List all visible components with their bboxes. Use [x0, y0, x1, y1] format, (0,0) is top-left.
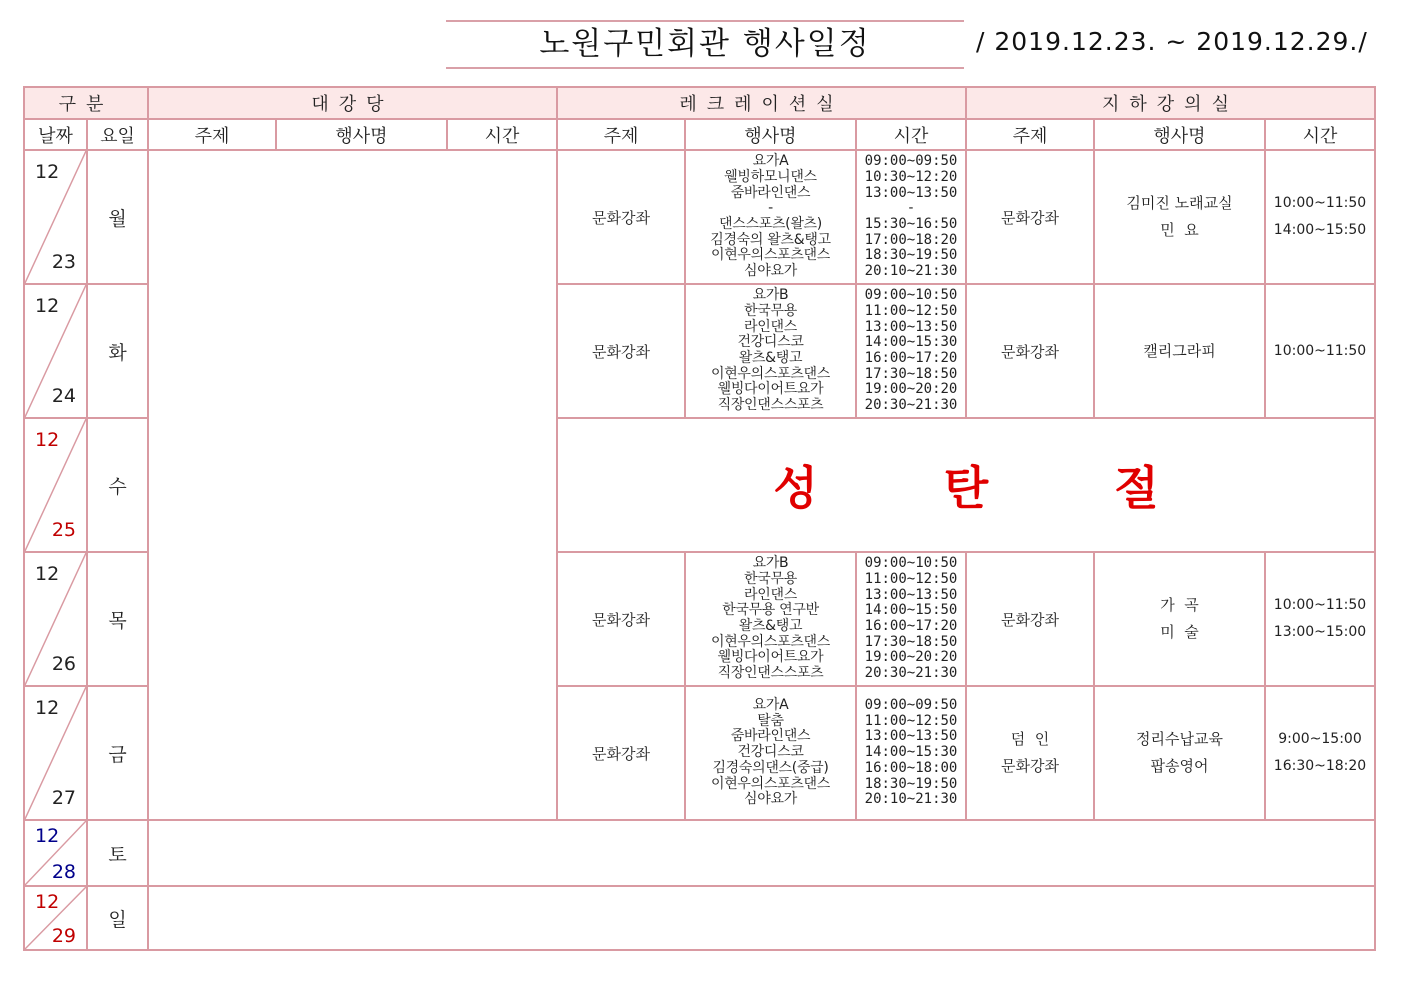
date-cell	[24, 418, 87, 552]
rec-events: 요가B 한국무용 라인댄스 한국무용 연구반 왈츠&탱고 이현우의스포츠댄스 웰빙다이어트요가 직장인댄스스포츠	[710, 555, 830, 682]
base-events-cell	[1094, 686, 1265, 820]
rec-events-cell	[685, 284, 856, 418]
holiday-cell	[557, 418, 1375, 552]
header-date: 날짜	[24, 119, 87, 150]
rec-events: 요가B 한국무용 라인댄스 건강디스코 왈츠&탱고 이현우의스포츠댄스 웰빙다이어트요가 직장인댄스스포츠	[710, 287, 830, 414]
page-title: 노원구민회관 행사일정	[539, 26, 871, 62]
weekday: 화	[87, 284, 148, 418]
header-recreation-room	[557, 87, 966, 119]
date-day: 27	[51, 787, 76, 809]
rec-events: 요가A 웰빙하모니댄스 줌바라인댄스 - 댄스스포츠(왈츠) 김경숙의 왈츠&탱고 이현우의스포츠댄스 심야요가	[710, 153, 831, 280]
title-box	[446, 20, 964, 69]
weekday: 일	[87, 886, 148, 950]
date-cell	[24, 886, 87, 950]
header-basement-label: 지하강의실	[1102, 94, 1239, 115]
rec-subject: 문화강좌	[557, 686, 685, 820]
base-subject: 덤 인 문화강좌	[1001, 730, 1059, 775]
rec-events: 요가A 탈춤 줌바라인댄스 건강디스코 김경숙의댄스(중급) 이현우의스포츠댄스 심야요가	[710, 697, 830, 808]
base-times-cell	[1265, 552, 1375, 686]
header-basement-room	[966, 87, 1375, 119]
base-events-cell	[1094, 552, 1265, 686]
weekend-empty	[148, 886, 1375, 950]
base-times: 10:00~11:50 14:00~15:50	[1273, 195, 1367, 238]
base-times-cell	[1265, 150, 1375, 284]
header-base-event: 행사명	[1094, 119, 1265, 150]
date-day: 23	[51, 251, 76, 273]
rec-events-cell	[685, 150, 856, 284]
base-times-cell	[1265, 284, 1375, 418]
base-events-cell	[1094, 150, 1265, 284]
rec-subject: 문화강좌	[557, 284, 685, 418]
weekday: 토	[87, 820, 148, 886]
date-day: 28	[51, 861, 76, 883]
date-month: 12	[35, 295, 60, 317]
base-times-cell	[1265, 686, 1375, 820]
header-auditorium-label: 대강당	[311, 94, 394, 115]
date-day: 29	[51, 925, 76, 947]
schedule-table	[23, 86, 1376, 951]
date-cell	[24, 552, 87, 686]
header-weekday: 요일	[87, 119, 148, 150]
header-aud-subject: 주제	[148, 119, 276, 150]
rec-times-cell	[856, 552, 966, 686]
header-base-time: 시간	[1265, 119, 1375, 150]
base-events: 정리수납교육 팝송영어	[1136, 730, 1223, 775]
base-events: 캘리그라피	[1143, 341, 1216, 360]
rec-events-cell	[685, 686, 856, 820]
base-subject: 문화강좌	[966, 150, 1094, 284]
base-events-cell	[1094, 284, 1265, 418]
date-cell	[24, 284, 87, 418]
holiday-label: 성 탄 절	[773, 461, 1159, 515]
header-recreation-label: 레크레이션실	[679, 94, 844, 115]
base-subject: 문화강좌	[966, 284, 1094, 418]
header-base-subject: 주제	[966, 119, 1094, 150]
rec-times-cell	[856, 686, 966, 820]
rec-times: 09:00~09:50 10:30~12:20 13:00~13:50 - 15:30~16:50 17:00~18:20 18:30~19:50 20:10~21:30	[864, 153, 958, 280]
rec-times: 09:00~10:50 11:00~12:50 13:00~13:50 14:00~15:30 16:00~17:20 17:30~18:50 19:00~20:20 20:30~21:30	[864, 287, 958, 414]
date-month: 12	[35, 825, 60, 847]
table-row	[24, 820, 1375, 886]
date-cell	[24, 820, 87, 886]
date-day: 25	[51, 519, 76, 541]
sub-header-row	[24, 119, 1375, 150]
header-aud-time: 시간	[447, 119, 557, 150]
date-month: 12	[35, 161, 60, 183]
date-month: 12	[35, 563, 60, 585]
header-rec-subject: 주제	[557, 119, 685, 150]
date-day: 26	[51, 653, 76, 675]
rec-events-cell	[685, 552, 856, 686]
rec-times-cell	[856, 284, 966, 418]
header-category: 구분	[24, 87, 148, 119]
rec-times: 09:00~10:50 11:00~12:50 13:00~13:50 14:00~15:50 16:00~17:20 17:30~18:50 19:00~20:20 20:30~21:30	[864, 555, 958, 682]
date-cell	[24, 150, 87, 284]
date-month: 12	[35, 891, 60, 913]
base-times: 10:00~11:50	[1273, 342, 1367, 359]
base-times: 10:00~11:50 13:00~15:00	[1273, 597, 1367, 640]
rec-subject: 문화강좌	[557, 552, 685, 686]
header-rec-time: 시간	[856, 119, 966, 150]
base-subject: 문화강좌	[966, 552, 1094, 686]
base-times: 9:00~15:00 16:30~18:20	[1273, 731, 1367, 774]
base-subject-cell	[966, 686, 1094, 820]
table-row	[24, 150, 1375, 284]
table-row	[24, 886, 1375, 950]
auditorium-empty	[148, 150, 557, 820]
base-events: 김미진 노래교실 민 요	[1126, 194, 1233, 239]
weekday: 월	[87, 150, 148, 284]
header-auditorium	[148, 87, 557, 119]
weekday: 수	[87, 418, 148, 552]
base-events: 가 곡 미 술	[1160, 596, 1199, 641]
date-month: 12	[35, 429, 60, 451]
rec-subject: 문화강좌	[557, 150, 685, 284]
date-month: 12	[35, 697, 60, 719]
group-header-row	[24, 87, 1375, 119]
header-aud-event: 행사명	[276, 119, 447, 150]
weekday: 금	[87, 686, 148, 820]
rec-times-cell	[856, 150, 966, 284]
date-range: / 2019.12.23. ~ 2019.12.29./	[976, 27, 1368, 56]
header-rec-event: 행사명	[685, 119, 856, 150]
date-cell	[24, 686, 87, 820]
weekday: 목	[87, 552, 148, 686]
weekend-empty	[148, 820, 1375, 886]
rec-times: 09:00~09:50 11:00~12:50 13:00~13:50 14:00~15:30 16:00~18:00 18:30~19:50 20:10~21:30	[864, 697, 958, 808]
date-day: 24	[51, 385, 76, 407]
